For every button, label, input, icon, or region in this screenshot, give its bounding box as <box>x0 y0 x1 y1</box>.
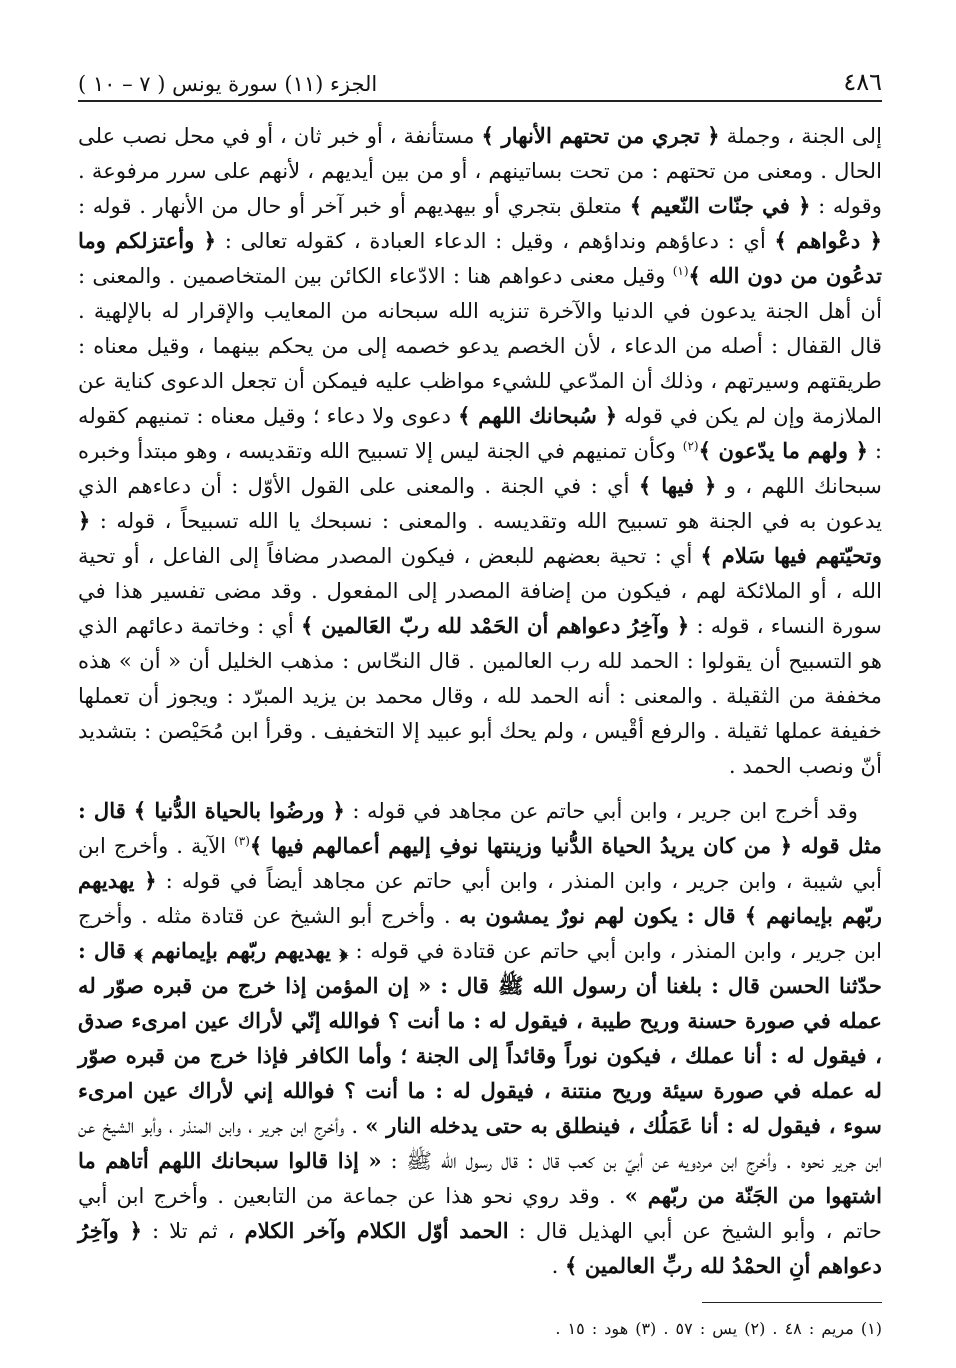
running-title: الجزء (١١) سورة يونس ( ٧ – ١٠ ) <box>78 72 378 96</box>
quoted-text: ﴿ دعْواهم ﴾ <box>774 228 883 253</box>
footnote-divider <box>702 1302 882 1303</box>
text-run: إلى الجنة ، وجملة <box>719 123 882 148</box>
page-number: ٤٨٦ <box>843 68 882 96</box>
quoted-text: ﴿ ولهم ما يدّعون ﴾ <box>698 438 868 463</box>
footnote-ref: (١) <box>672 263 689 278</box>
text-run: الآية . وأخرج ابن أبي شيبة ، وابن جرير ، وابن المنذر ، وابن أبي حاتم عن مجاهد أيضاً في قوله : <box>78 833 883 893</box>
footnote-ref: (٢) <box>682 438 699 453</box>
quoted-text: ﴿ في جنّات النّعيم ﴾ <box>629 193 811 218</box>
text-run: . وأخرج ابن جرير ، وابن المنذر ، وأبو الشيخ عن ابن جرير نحوه . وأخرج ابن مردويه عن أبيّ بن كعب قال : قال رسول الله ﷺ : <box>78 1113 882 1173</box>
text-run: وقيل معنى دعواهم هنا : الادّعاء الكائن بين المتخاصمين . والمعنى : أن أهل الجنة يدعون في الدنيا والآخرة تنزيه الله سبحانه من المعايب والإقرار له بالإلهية . قال القفال : أصله من الدعاء ، لأن الخصم يدعو خصمه إلى من يحكم بينهما ، وقيل معناه : طريقتهم وسيرتهم ، وذلك أن المدّعي للشيء مواظب عليه فيمكن أن تجعل الدعوى كناية عن الملازمة وإن لم يكن في قوله <box>78 263 882 428</box>
paragraph <box>78 793 882 1283</box>
quoted-text: « إذا قالوا سبحانك اللهم أتاهم ما اشتهوا من الجَنّة من ربّهم » <box>78 1148 882 1208</box>
quoted-text: ﴿ ورضُوا بالحياة الدُّنيا ﴾ قال : مثل قوله ﴿ من كان يريدُ الحياة الدُّنيا وزينتها نوفِ إليهم أعمالهم فيها ﴾ <box>78 798 882 858</box>
quoted-text: ﴿ وتحيّتهم فيها سَلام ﴾ <box>78 508 882 568</box>
text-run: . وأخرج أبو الشيخ عن قتادة مثله . وأخرج ابن جرير ، وابن المنذر ، وابن أبي حاتم عن قتادة في قوله : <box>78 903 882 963</box>
page-header <box>78 66 882 102</box>
quoted-text: ﴿ يهديهم ربّهم بإيمانهم ﴾ قال : يكون لهم نورٌ يمشون به <box>78 868 882 928</box>
quoted-text: ﴿ يهديهم ربّهم بإيمانهم ﴾ قال : حدّثنا الحسن قال : بلغنا أن رسول الله ﷺ قال : « إن المؤمن إذا خرج من قبره صوّر له عمله في صورة حسنة وريح طيبة ، فيقول له : ما أنت ؟ فوالله إنّي لأراك عين امرىء صدق ، فيقول له : أنا عملك ، فيكون نوراً وقائداً إلى الجنة ؛ وأما الكافر فإذا خرج من قبره صوّر له عمله في صورة سيئة وريح منتنة ، فيقول له : ما أنت ؟ فوالله إني لأراك عين امرىء سوء ، فيقول له : أنا عَمَلُك ، فينطلق به حتى يدخله النار » <box>78 938 882 1138</box>
quoted-text: الحمد أوّل الكلام وآخر الكلام <box>244 1218 509 1243</box>
quoted-text: ﴿ وأعتزلكم وما تدعُون من دون الله ﴾ <box>78 228 882 288</box>
quoted-text: ﴿ وآخِرُ دعواهم أنِ الحمْدُ لله ربِّ العالمين ﴾ <box>78 1218 882 1278</box>
quoted-text: ﴿ سُبحانك اللهم ﴾ <box>458 403 618 428</box>
text-run: أي : تحية بعضهم للبعض ، فيكون المصدر مضافاً إلى الفاعل ، أو تحية الله ، أو الملائكة لهم ، فيكون من إضافة المصدر إلى المفعول . وقد مضى تفسير هذا في سورة النساء ، قوله : <box>78 543 882 638</box>
quoted-text: ﴿ فيها ﴾ <box>638 473 717 498</box>
footnote-ref: (٣) <box>234 833 250 848</box>
text-run: دعوى ولا دعاء ؛ وقيل معناه : تمنيهم كقوله : <box>78 403 883 463</box>
text-run: وكأن تمنيهم في الجنة ليس إلا تسبيح الله وتقديسه ، وهو مبتدأ وخبره سبحانك اللهم ، و <box>78 438 882 498</box>
text-run: أي : دعاؤهم ونداؤهم ، وقيل : الدعاء العبادة ، كقوله تعالى : <box>216 228 775 253</box>
text-run: ، ثم تلا : <box>141 1218 245 1243</box>
body-text <box>78 118 882 1283</box>
text-run: متعلق بتجري أو بيهديهم أو خبر آخر أو حال من الأنهار . قوله : <box>78 193 630 218</box>
footnotes: (١) مريم : ٤٨ . (٢) يس : ٥٧ . (٣) هود : ١٥ . <box>555 1319 882 1338</box>
text-run: أي : وخاتمة دعائهم الذي هو التسبيح أن يقولوا : الحمد لله رب العالمين . قال النحّاس : مذهب الخليل أن « أن » هذه مخففة من الثقيلة . والمعنى : أنه الحمد لله ، وقال محمد بن يزيد المبرّد : ويجوز أن تعملها خفيفة عملها ثقيلة . والرفع أقْيس ، ولم يحك أبو عبيد إلا التخفيف . وقرأ ابن مُحَيْصن : بتشديد أنّ ونصب الحمد . <box>78 613 882 778</box>
text-run: أي : في الجنة . والمعنى على القول الأوّل : أن دعاءهم الذي يدعون به في الجنة هو تسبيح الله وتقديسه . والمعنى : نسبحك يا الله تسبيحاً ، قوله : <box>78 473 882 533</box>
text-run: . وقد روي نحو هذا عن جماعة من التابعين . وأخرج ابن أبي حاتم ، وأبو الشيخ عن أبي الهذيل قال : <box>78 1183 882 1243</box>
quoted-text: ﴿ وآخِرُ دعواهم أن الحَمْد لله ربّ العَالمين ﴾ <box>300 613 690 638</box>
text-run: . <box>551 1253 566 1278</box>
quoted-text: ﴿ تجري من تحتهم الأنهار ﴾ <box>481 123 720 148</box>
text-run: وقد أخرج ابن جرير ، وابن أبي حاتم عن مجاهد في قوله : <box>344 798 858 823</box>
text-run: مستأنفة ، أو خبر ثان ، أو في محل نصب على الحال . ومعنى من تحتهم : من تحت بساتينهم ، أو من بين أيديهم ، لأنهم على سرر مرفوعة . وقوله : <box>78 123 883 218</box>
paragraph <box>78 118 882 783</box>
